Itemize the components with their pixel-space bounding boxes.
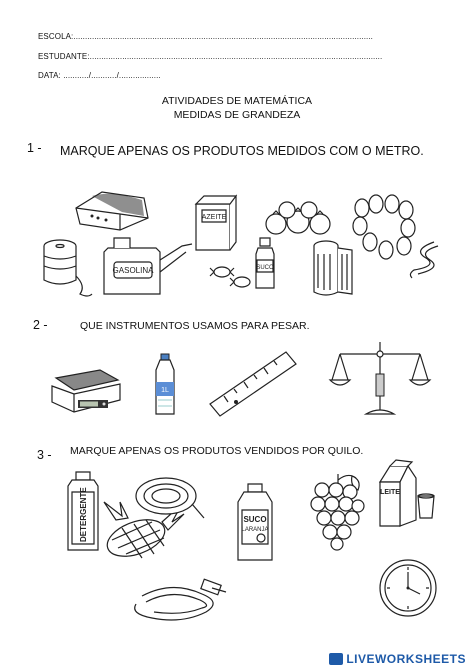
detergent-bottle-image[interactable] xyxy=(64,470,104,554)
question-3-number: 3 - xyxy=(37,448,52,462)
milk-carton-image[interactable] xyxy=(376,460,438,530)
balance-scale-image[interactable] xyxy=(330,340,430,420)
tomatoes-image[interactable] xyxy=(264,200,332,240)
question-2-text: QUE INSTRUMENTOS USAMOS PARA PESAR. xyxy=(80,320,310,332)
ribbon-image[interactable] xyxy=(404,240,440,280)
grapes-image[interactable] xyxy=(308,472,368,552)
logo-text: LIVEWORKSHEETS xyxy=(346,652,466,666)
oil-label: AZEITE xyxy=(201,214,227,221)
water-bottle-image[interactable] xyxy=(150,352,180,418)
question-3-text: MARQUE APENAS OS PRODUTOS VENDIDOS POR QUILO. xyxy=(70,445,364,457)
question-1-text: MARQUE APENAS OS PRODUTOS MEDIDOS COM O METRO. xyxy=(60,144,424,158)
oil-can-image[interactable] xyxy=(192,194,238,254)
liveworksheets-logo xyxy=(329,652,466,666)
sweets-image[interactable] xyxy=(210,264,256,290)
ribbon-spool-image[interactable] xyxy=(38,236,94,300)
juice-orange-label: LARANJA xyxy=(241,527,269,533)
logo-icon xyxy=(329,653,343,665)
belt-image[interactable] xyxy=(122,578,228,626)
question-1-number: 1 - xyxy=(27,141,42,155)
juice-label-q1: SUCO xyxy=(256,265,274,271)
juice-label: SUCO xyxy=(243,515,267,524)
gasoline-can-image[interactable] xyxy=(100,232,196,298)
worksheet-title: ATIVIDADES DE MATEMÁTICA xyxy=(161,95,313,107)
juice-bottle-image[interactable] xyxy=(232,482,278,564)
date-field[interactable]: DATA: .........../.........../.................. xyxy=(38,71,161,80)
measuring-tape-image[interactable] xyxy=(132,474,206,522)
ruler-image[interactable] xyxy=(206,348,298,420)
juice-bottle-small-image[interactable] xyxy=(252,236,278,292)
paper-roll-image[interactable] xyxy=(312,238,356,298)
digital-scale-image[interactable] xyxy=(50,366,122,424)
gasoline-label: GASOLINA xyxy=(112,266,154,275)
student-field[interactable]: ESTUDANTE:.............................................................................................................................. xyxy=(38,52,383,61)
clock-image[interactable] xyxy=(376,556,440,620)
question-2-number: 2 - xyxy=(33,318,48,332)
detergent-label: DETERGENTE xyxy=(79,487,88,542)
fabric-bundle-image[interactable] xyxy=(72,188,152,233)
school-field[interactable]: ESCOLA:................................................................................................................................. xyxy=(38,32,374,41)
worksheet-subtitle: MEDIDAS DE GRANDEZA xyxy=(173,109,301,121)
milk-label: LEITE xyxy=(380,489,400,496)
bottle-label: 1L xyxy=(161,387,169,394)
